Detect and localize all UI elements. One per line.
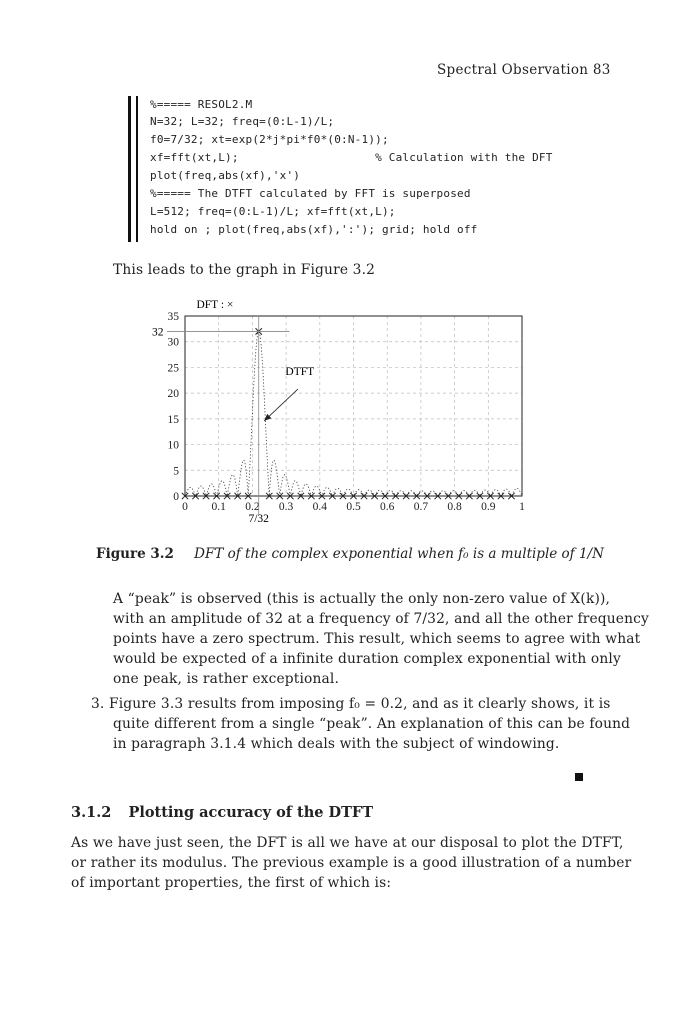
x-tick-label: 0.5: [346, 501, 361, 513]
peak-value-label: 32: [152, 326, 164, 339]
y-tick-label: 20: [167, 388, 179, 401]
dtft-label: DTFT: [285, 366, 315, 379]
running-head: Spectral Observation 83: [437, 62, 611, 78]
y-tick-label: 15: [167, 413, 179, 426]
list-item-3-line: 3. Figure 3.3 results from imposing f₀ = 0.2, and as it clearly shows, it is: [91, 696, 611, 712]
intro-text: This leads to the graph in Figure 3.2: [113, 262, 376, 278]
code-line: plot(freq,abs(xf),'x'): [150, 169, 301, 182]
figure-caption-text: DFT of the complex exponential when f₀ is a multiple of 1/N: [194, 546, 604, 562]
code-listing: [128, 96, 553, 244]
paragraph-line: or rather its modulus. The previous example is a good illustration of a number: [71, 855, 632, 871]
end-of-example-mark: [575, 773, 583, 781]
code-line: N=32; L=32; freq=(0:L-1)/L;: [150, 115, 335, 128]
paragraph-line: of important properties, the first of which is:: [71, 875, 392, 891]
code-line: hold on ; plot(freq,abs(xf),':'); grid; hold off: [150, 223, 478, 236]
section-title: Plotting accuracy of the DTFT: [128, 804, 374, 821]
peak-frequency-label: 7/32: [248, 513, 269, 525]
section-heading: [71, 804, 373, 821]
x-tick-label: 0.9: [481, 501, 496, 513]
x-tick-label: 0.7: [413, 501, 429, 513]
chart-grid: [185, 316, 522, 496]
code-line: xf=fft(xt,L); % Calculation with the DFT: [150, 151, 553, 164]
section-number: 3.1.2: [71, 804, 112, 821]
code-line: %===== RESOL2.M: [150, 98, 253, 111]
code-line: L=512; freq=(0:L-1)/L; xf=fft(xt,L);: [150, 205, 396, 218]
dft-markers: [182, 328, 515, 499]
x-tick-label: 0.6: [380, 501, 395, 513]
code-bar-thick: [128, 96, 131, 242]
y-tick-label: 5: [173, 465, 179, 478]
code-line: f0=7/32; xt=exp(2*j*pi*f0*(0:N-1));: [150, 133, 389, 146]
x-tick-label: 0.8: [447, 501, 462, 513]
list-item-3-line: in paragraph 3.1.4 which deals with the subject of windowing.: [113, 736, 560, 752]
y-tick-label: 35: [167, 311, 179, 323]
figure-caption-label: Figure 3.2: [96, 546, 174, 562]
paragraph-line: points have a zero spectrum. This result, which seems to agree with what: [113, 631, 641, 647]
x-tick-label: 0.2: [245, 501, 260, 513]
code-bar-thin: [136, 96, 138, 242]
x-tick-label: 0.4: [312, 501, 327, 513]
x-tick-label: 0.3: [278, 501, 294, 513]
paragraph-line: would be expected of a infinite duration complex exponential with only: [113, 651, 621, 667]
y-tick-label: 0: [173, 491, 179, 503]
x-tick-label: 1: [519, 501, 525, 513]
x-tick-label: 0.1: [211, 501, 226, 513]
tick-labels: [168, 311, 526, 513]
y-tick-label: 10: [167, 439, 179, 452]
code-line: %===== The DTFT calculated by FFT is superposed: [150, 187, 471, 200]
paragraph-line: with an amplitude of 32 at a frequency of 7/32, and all the other frequency: [113, 611, 649, 627]
paragraph-line: As we have just seen, the DFT is all we have at our disposal to plot the DTFT,: [71, 835, 624, 851]
paragraph-line: A “peak” is observed (this is actually the only non-zero value of X(k)),: [113, 591, 611, 607]
figure-3-2-chart: [150, 288, 530, 533]
dft-legend-label: DFT : ×: [196, 299, 234, 311]
list-item-3-line: quite different from a single “peak”. An explanation of this can be found: [113, 716, 631, 732]
y-tick-label: 25: [167, 362, 179, 375]
x-tick-label: 0: [182, 501, 188, 513]
y-tick-label: 30: [167, 336, 179, 349]
figure-caption: [96, 546, 604, 562]
paragraph-line: one peak, is rather exceptional.: [113, 671, 340, 687]
